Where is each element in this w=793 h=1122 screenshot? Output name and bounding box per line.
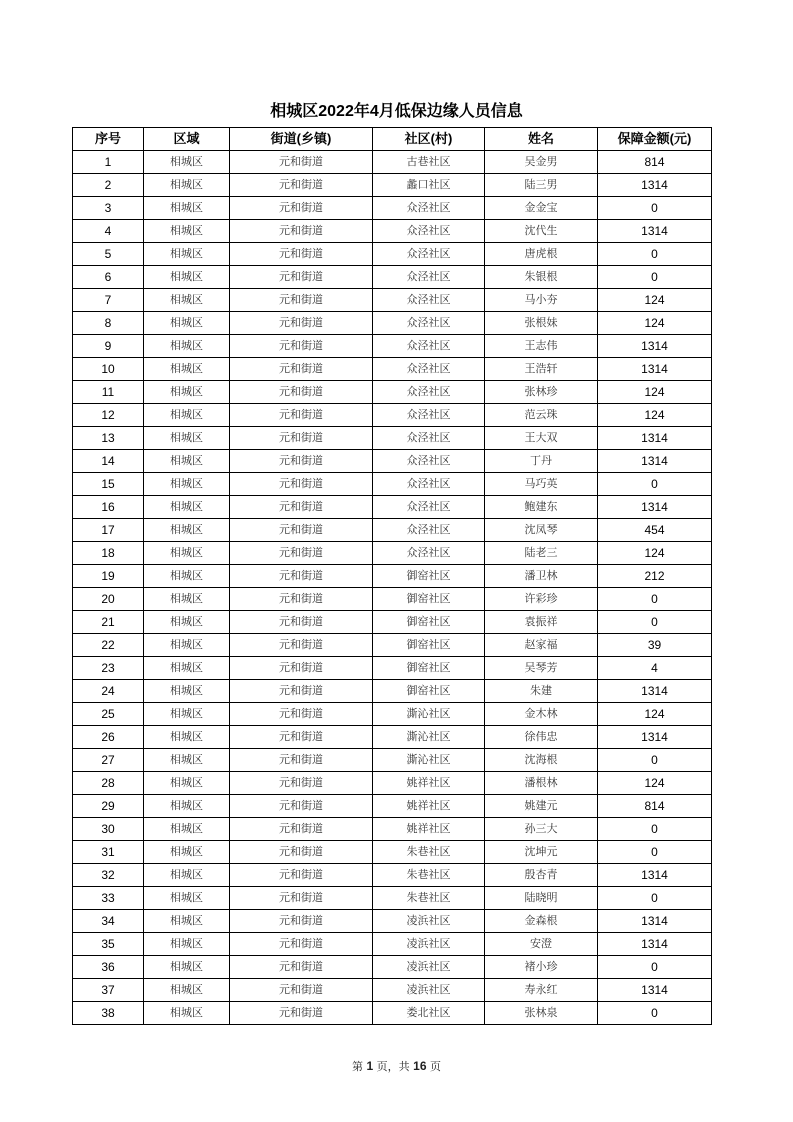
cell-district: 相城区 xyxy=(144,680,230,703)
cell-community: 御窑社区 xyxy=(373,611,485,634)
cell-street: 元和街道 xyxy=(230,427,373,450)
column-header-index: 序号 xyxy=(73,128,144,151)
cell-name: 吴金男 xyxy=(485,151,598,174)
cell-index: 11 xyxy=(73,381,144,404)
cell-amount: 1314 xyxy=(598,979,712,1002)
cell-street: 元和街道 xyxy=(230,588,373,611)
table-row xyxy=(73,841,712,864)
cell-community: 朱巷社区 xyxy=(373,864,485,887)
cell-district: 相城区 xyxy=(144,519,230,542)
table-row xyxy=(73,473,712,496)
cell-district: 相城区 xyxy=(144,496,230,519)
table-row xyxy=(73,657,712,680)
cell-district: 相城区 xyxy=(144,818,230,841)
cell-amount: 0 xyxy=(598,611,712,634)
cell-street: 元和街道 xyxy=(230,174,373,197)
cell-name: 赵家福 xyxy=(485,634,598,657)
cell-name: 陆老三 xyxy=(485,542,598,565)
cell-community: 姚祥社区 xyxy=(373,818,485,841)
cell-index: 6 xyxy=(73,266,144,289)
cell-index: 34 xyxy=(73,910,144,933)
cell-amount: 1314 xyxy=(598,680,712,703)
cell-amount: 1314 xyxy=(598,220,712,243)
cell-street: 元和街道 xyxy=(230,680,373,703)
cell-community: 众泾社区 xyxy=(373,289,485,312)
cell-name: 姚建元 xyxy=(485,795,598,818)
cell-name: 金木林 xyxy=(485,703,598,726)
cell-community: 凌浜社区 xyxy=(373,910,485,933)
table-row xyxy=(73,151,712,174)
cell-community: 御窑社区 xyxy=(373,657,485,680)
cell-community: 澌沁社区 xyxy=(373,749,485,772)
cell-street: 元和街道 xyxy=(230,657,373,680)
cell-name: 张根妹 xyxy=(485,312,598,335)
cell-index: 24 xyxy=(73,680,144,703)
cell-community: 御窑社区 xyxy=(373,588,485,611)
cell-index: 26 xyxy=(73,726,144,749)
cell-community: 众泾社区 xyxy=(373,266,485,289)
cell-community: 众泾社区 xyxy=(373,427,485,450)
cell-amount: 124 xyxy=(598,772,712,795)
cell-name: 许彩珍 xyxy=(485,588,598,611)
cell-community: 御窑社区 xyxy=(373,634,485,657)
cell-name: 朱建 xyxy=(485,680,598,703)
cell-name: 金金宝 xyxy=(485,197,598,220)
cell-index: 3 xyxy=(73,197,144,220)
cell-community: 众泾社区 xyxy=(373,404,485,427)
cell-name: 范云珠 xyxy=(485,404,598,427)
cell-district: 相城区 xyxy=(144,657,230,680)
cell-name: 唐虎根 xyxy=(485,243,598,266)
cell-amount: 1314 xyxy=(598,335,712,358)
cell-street: 元和街道 xyxy=(230,726,373,749)
page-footer xyxy=(0,1058,793,1074)
cell-amount: 0 xyxy=(598,197,712,220)
cell-amount: 0 xyxy=(598,266,712,289)
table-row xyxy=(73,174,712,197)
cell-district: 相城区 xyxy=(144,243,230,266)
cell-community: 娄北社区 xyxy=(373,1002,485,1025)
cell-name: 马小夯 xyxy=(485,289,598,312)
cell-amount: 124 xyxy=(598,542,712,565)
cell-index: 37 xyxy=(73,979,144,1002)
cell-street: 元和街道 xyxy=(230,312,373,335)
cell-district: 相城区 xyxy=(144,910,230,933)
table-header-row xyxy=(73,128,712,151)
table-row xyxy=(73,795,712,818)
cell-amount: 124 xyxy=(598,312,712,335)
cell-district: 相城区 xyxy=(144,933,230,956)
cell-street: 元和街道 xyxy=(230,933,373,956)
cell-amount: 1314 xyxy=(598,864,712,887)
cell-name: 马巧英 xyxy=(485,473,598,496)
cell-street: 元和街道 xyxy=(230,703,373,726)
column-header-name: 姓名 xyxy=(485,128,598,151)
cell-amount: 1314 xyxy=(598,450,712,473)
cell-amount: 0 xyxy=(598,818,712,841)
cell-index: 22 xyxy=(73,634,144,657)
cell-street: 元和街道 xyxy=(230,979,373,1002)
cell-community: 御窑社区 xyxy=(373,565,485,588)
cell-name: 张林泉 xyxy=(485,1002,598,1025)
cell-amount: 814 xyxy=(598,151,712,174)
cell-street: 元和街道 xyxy=(230,473,373,496)
cell-community: 众泾社区 xyxy=(373,358,485,381)
cell-amount: 454 xyxy=(598,519,712,542)
cell-community: 众泾社区 xyxy=(373,220,485,243)
cell-amount: 1314 xyxy=(598,910,712,933)
cell-amount: 0 xyxy=(598,749,712,772)
footer-suffix: 页 xyxy=(426,1060,442,1073)
table-row xyxy=(73,634,712,657)
cell-street: 元和街道 xyxy=(230,542,373,565)
cell-amount: 1314 xyxy=(598,496,712,519)
cell-street: 元和街道 xyxy=(230,864,373,887)
cell-district: 相城区 xyxy=(144,542,230,565)
cell-street: 元和街道 xyxy=(230,266,373,289)
cell-index: 19 xyxy=(73,565,144,588)
cell-index: 8 xyxy=(73,312,144,335)
cell-index: 4 xyxy=(73,220,144,243)
cell-district: 相城区 xyxy=(144,749,230,772)
cell-district: 相城区 xyxy=(144,450,230,473)
table-row xyxy=(73,956,712,979)
cell-index: 17 xyxy=(73,519,144,542)
cell-name: 寿永红 xyxy=(485,979,598,1002)
cell-community: 众泾社区 xyxy=(373,312,485,335)
cell-street: 元和街道 xyxy=(230,795,373,818)
footer-middle: 页，共 xyxy=(373,1060,414,1073)
cell-index: 15 xyxy=(73,473,144,496)
cell-street: 元和街道 xyxy=(230,841,373,864)
cell-index: 31 xyxy=(73,841,144,864)
cell-community: 凌浜社区 xyxy=(373,933,485,956)
cell-name: 鲍建东 xyxy=(485,496,598,519)
cell-index: 30 xyxy=(73,818,144,841)
cell-street: 元和街道 xyxy=(230,749,373,772)
cell-index: 10 xyxy=(73,358,144,381)
cell-street: 元和街道 xyxy=(230,404,373,427)
cell-community: 澌沁社区 xyxy=(373,726,485,749)
column-header-street: 街道(乡镇) xyxy=(230,128,373,151)
cell-community: 蠡口社区 xyxy=(373,174,485,197)
cell-name: 吴琴芳 xyxy=(485,657,598,680)
document-title: 相城区2022年4月低保边缘人员信息 xyxy=(270,103,523,120)
cell-district: 相城区 xyxy=(144,956,230,979)
cell-street: 元和街道 xyxy=(230,381,373,404)
cell-community: 姚祥社区 xyxy=(373,795,485,818)
table-row xyxy=(73,381,712,404)
cell-amount: 814 xyxy=(598,795,712,818)
cell-name: 殷杏青 xyxy=(485,864,598,887)
table-row xyxy=(73,680,712,703)
cell-district: 相城区 xyxy=(144,358,230,381)
cell-amount: 1314 xyxy=(598,358,712,381)
cell-index: 12 xyxy=(73,404,144,427)
cell-street: 元和街道 xyxy=(230,496,373,519)
table-row xyxy=(73,979,712,1002)
cell-index: 23 xyxy=(73,657,144,680)
cell-street: 元和街道 xyxy=(230,611,373,634)
cell-amount: 0 xyxy=(598,243,712,266)
cell-district: 相城区 xyxy=(144,841,230,864)
table-row xyxy=(73,450,712,473)
cell-community: 朱巷社区 xyxy=(373,841,485,864)
cell-index: 35 xyxy=(73,933,144,956)
cell-amount: 212 xyxy=(598,565,712,588)
cell-street: 元和街道 xyxy=(230,335,373,358)
cell-amount: 0 xyxy=(598,887,712,910)
cell-district: 相城区 xyxy=(144,565,230,588)
table-row xyxy=(73,910,712,933)
table-row xyxy=(73,887,712,910)
cell-district: 相城区 xyxy=(144,151,230,174)
cell-amount: 124 xyxy=(598,404,712,427)
table-row xyxy=(73,542,712,565)
cell-index: 13 xyxy=(73,427,144,450)
cell-index: 5 xyxy=(73,243,144,266)
column-header-district: 区域 xyxy=(144,128,230,151)
cell-index: 29 xyxy=(73,795,144,818)
data-table xyxy=(72,127,712,1025)
cell-community: 众泾社区 xyxy=(373,335,485,358)
cell-community: 众泾社区 xyxy=(373,381,485,404)
table-row xyxy=(73,772,712,795)
cell-community: 众泾社区 xyxy=(373,197,485,220)
table-row xyxy=(73,1002,712,1025)
cell-street: 元和街道 xyxy=(230,197,373,220)
cell-street: 元和街道 xyxy=(230,772,373,795)
cell-community: 凌浜社区 xyxy=(373,979,485,1002)
cell-amount: 1314 xyxy=(598,933,712,956)
column-header-community: 社区(村) xyxy=(373,128,485,151)
cell-name: 沈坤元 xyxy=(485,841,598,864)
cell-name: 潘根林 xyxy=(485,772,598,795)
table-row xyxy=(73,404,712,427)
cell-district: 相城区 xyxy=(144,427,230,450)
table-row xyxy=(73,588,712,611)
cell-district: 相城区 xyxy=(144,864,230,887)
cell-district: 相城区 xyxy=(144,703,230,726)
cell-district: 相城区 xyxy=(144,726,230,749)
cell-district: 相城区 xyxy=(144,795,230,818)
cell-amount: 1314 xyxy=(598,726,712,749)
cell-name: 沈代生 xyxy=(485,220,598,243)
cell-index: 32 xyxy=(73,864,144,887)
cell-district: 相城区 xyxy=(144,266,230,289)
cell-district: 相城区 xyxy=(144,404,230,427)
cell-amount: 0 xyxy=(598,588,712,611)
table-row xyxy=(73,864,712,887)
cell-amount: 124 xyxy=(598,381,712,404)
column-header-amount: 保障金额(元) xyxy=(598,128,712,151)
cell-community: 朱巷社区 xyxy=(373,887,485,910)
cell-district: 相城区 xyxy=(144,335,230,358)
cell-street: 元和街道 xyxy=(230,243,373,266)
cell-amount: 1314 xyxy=(598,427,712,450)
cell-index: 7 xyxy=(73,289,144,312)
cell-street: 元和街道 xyxy=(230,565,373,588)
cell-index: 36 xyxy=(73,956,144,979)
cell-name: 张林珍 xyxy=(485,381,598,404)
cell-district: 相城区 xyxy=(144,611,230,634)
cell-district: 相城区 xyxy=(144,381,230,404)
table-row xyxy=(73,933,712,956)
cell-street: 元和街道 xyxy=(230,956,373,979)
table-row xyxy=(73,496,712,519)
cell-district: 相城区 xyxy=(144,772,230,795)
cell-district: 相城区 xyxy=(144,220,230,243)
table-row xyxy=(73,335,712,358)
cell-name: 金森根 xyxy=(485,910,598,933)
table-row xyxy=(73,243,712,266)
table-row xyxy=(73,519,712,542)
cell-street: 元和街道 xyxy=(230,634,373,657)
cell-amount: 1314 xyxy=(598,174,712,197)
cell-name: 王大双 xyxy=(485,427,598,450)
table-row xyxy=(73,312,712,335)
cell-name: 袁振祥 xyxy=(485,611,598,634)
table-row xyxy=(73,289,712,312)
table-row xyxy=(73,749,712,772)
cell-amount: 0 xyxy=(598,956,712,979)
table-row xyxy=(73,726,712,749)
cell-street: 元和街道 xyxy=(230,358,373,381)
cell-community: 姚祥社区 xyxy=(373,772,485,795)
cell-street: 元和街道 xyxy=(230,818,373,841)
cell-name: 徐伟忠 xyxy=(485,726,598,749)
cell-index: 38 xyxy=(73,1002,144,1025)
cell-district: 相城区 xyxy=(144,312,230,335)
cell-community: 众泾社区 xyxy=(373,473,485,496)
cell-index: 25 xyxy=(73,703,144,726)
cell-community: 御窑社区 xyxy=(373,680,485,703)
cell-amount: 39 xyxy=(598,634,712,657)
cell-name: 丁丹 xyxy=(485,450,598,473)
cell-community: 凌浜社区 xyxy=(373,956,485,979)
table-row xyxy=(73,266,712,289)
cell-amount: 124 xyxy=(598,703,712,726)
table-row xyxy=(73,220,712,243)
table-row xyxy=(73,818,712,841)
cell-name: 陆晓明 xyxy=(485,887,598,910)
table-row xyxy=(73,565,712,588)
cell-name: 孙三大 xyxy=(485,818,598,841)
cell-community: 澌沁社区 xyxy=(373,703,485,726)
cell-amount: 4 xyxy=(598,657,712,680)
cell-amount: 0 xyxy=(598,841,712,864)
table-row xyxy=(73,611,712,634)
cell-community: 众泾社区 xyxy=(373,519,485,542)
cell-street: 元和街道 xyxy=(230,220,373,243)
footer-prefix: 第 xyxy=(351,1060,367,1073)
cell-index: 28 xyxy=(73,772,144,795)
cell-name: 陆三男 xyxy=(485,174,598,197)
cell-street: 元和街道 xyxy=(230,151,373,174)
cell-amount: 0 xyxy=(598,473,712,496)
total-page-count: 16 xyxy=(413,1059,427,1073)
cell-index: 2 xyxy=(73,174,144,197)
table-row xyxy=(73,358,712,381)
cell-name: 潘卫林 xyxy=(485,565,598,588)
cell-district: 相城区 xyxy=(144,979,230,1002)
cell-index: 18 xyxy=(73,542,144,565)
cell-index: 9 xyxy=(73,335,144,358)
cell-name: 褚小珍 xyxy=(485,956,598,979)
cell-name: 朱银根 xyxy=(485,266,598,289)
cell-district: 相城区 xyxy=(144,197,230,220)
cell-index: 33 xyxy=(73,887,144,910)
cell-street: 元和街道 xyxy=(230,910,373,933)
cell-street: 元和街道 xyxy=(230,887,373,910)
cell-name: 沈海根 xyxy=(485,749,598,772)
cell-index: 1 xyxy=(73,151,144,174)
cell-district: 相城区 xyxy=(144,174,230,197)
cell-district: 相城区 xyxy=(144,1002,230,1025)
cell-name: 王志伟 xyxy=(485,335,598,358)
cell-index: 27 xyxy=(73,749,144,772)
cell-name: 王浩轩 xyxy=(485,358,598,381)
cell-district: 相城区 xyxy=(144,289,230,312)
cell-community: 众泾社区 xyxy=(373,496,485,519)
cell-community: 众泾社区 xyxy=(373,542,485,565)
cell-index: 16 xyxy=(73,496,144,519)
cell-community: 众泾社区 xyxy=(373,450,485,473)
cell-district: 相城区 xyxy=(144,887,230,910)
cell-street: 元和街道 xyxy=(230,1002,373,1025)
cell-index: 21 xyxy=(73,611,144,634)
table-row xyxy=(73,427,712,450)
cell-street: 元和街道 xyxy=(230,519,373,542)
cell-name: 沈凤琴 xyxy=(485,519,598,542)
cell-street: 元和街道 xyxy=(230,289,373,312)
cell-community: 古巷社区 xyxy=(373,151,485,174)
cell-index: 20 xyxy=(73,588,144,611)
cell-district: 相城区 xyxy=(144,588,230,611)
cell-amount: 0 xyxy=(598,1002,712,1025)
cell-amount: 124 xyxy=(598,289,712,312)
cell-district: 相城区 xyxy=(144,473,230,496)
current-page-number: 1 xyxy=(366,1059,374,1073)
table-row xyxy=(73,703,712,726)
cell-street: 元和街道 xyxy=(230,450,373,473)
cell-index: 14 xyxy=(73,450,144,473)
table-row xyxy=(73,197,712,220)
cell-community: 众泾社区 xyxy=(373,243,485,266)
table-body xyxy=(73,151,712,1025)
cell-district: 相城区 xyxy=(144,634,230,657)
cell-name: 安澄 xyxy=(485,933,598,956)
